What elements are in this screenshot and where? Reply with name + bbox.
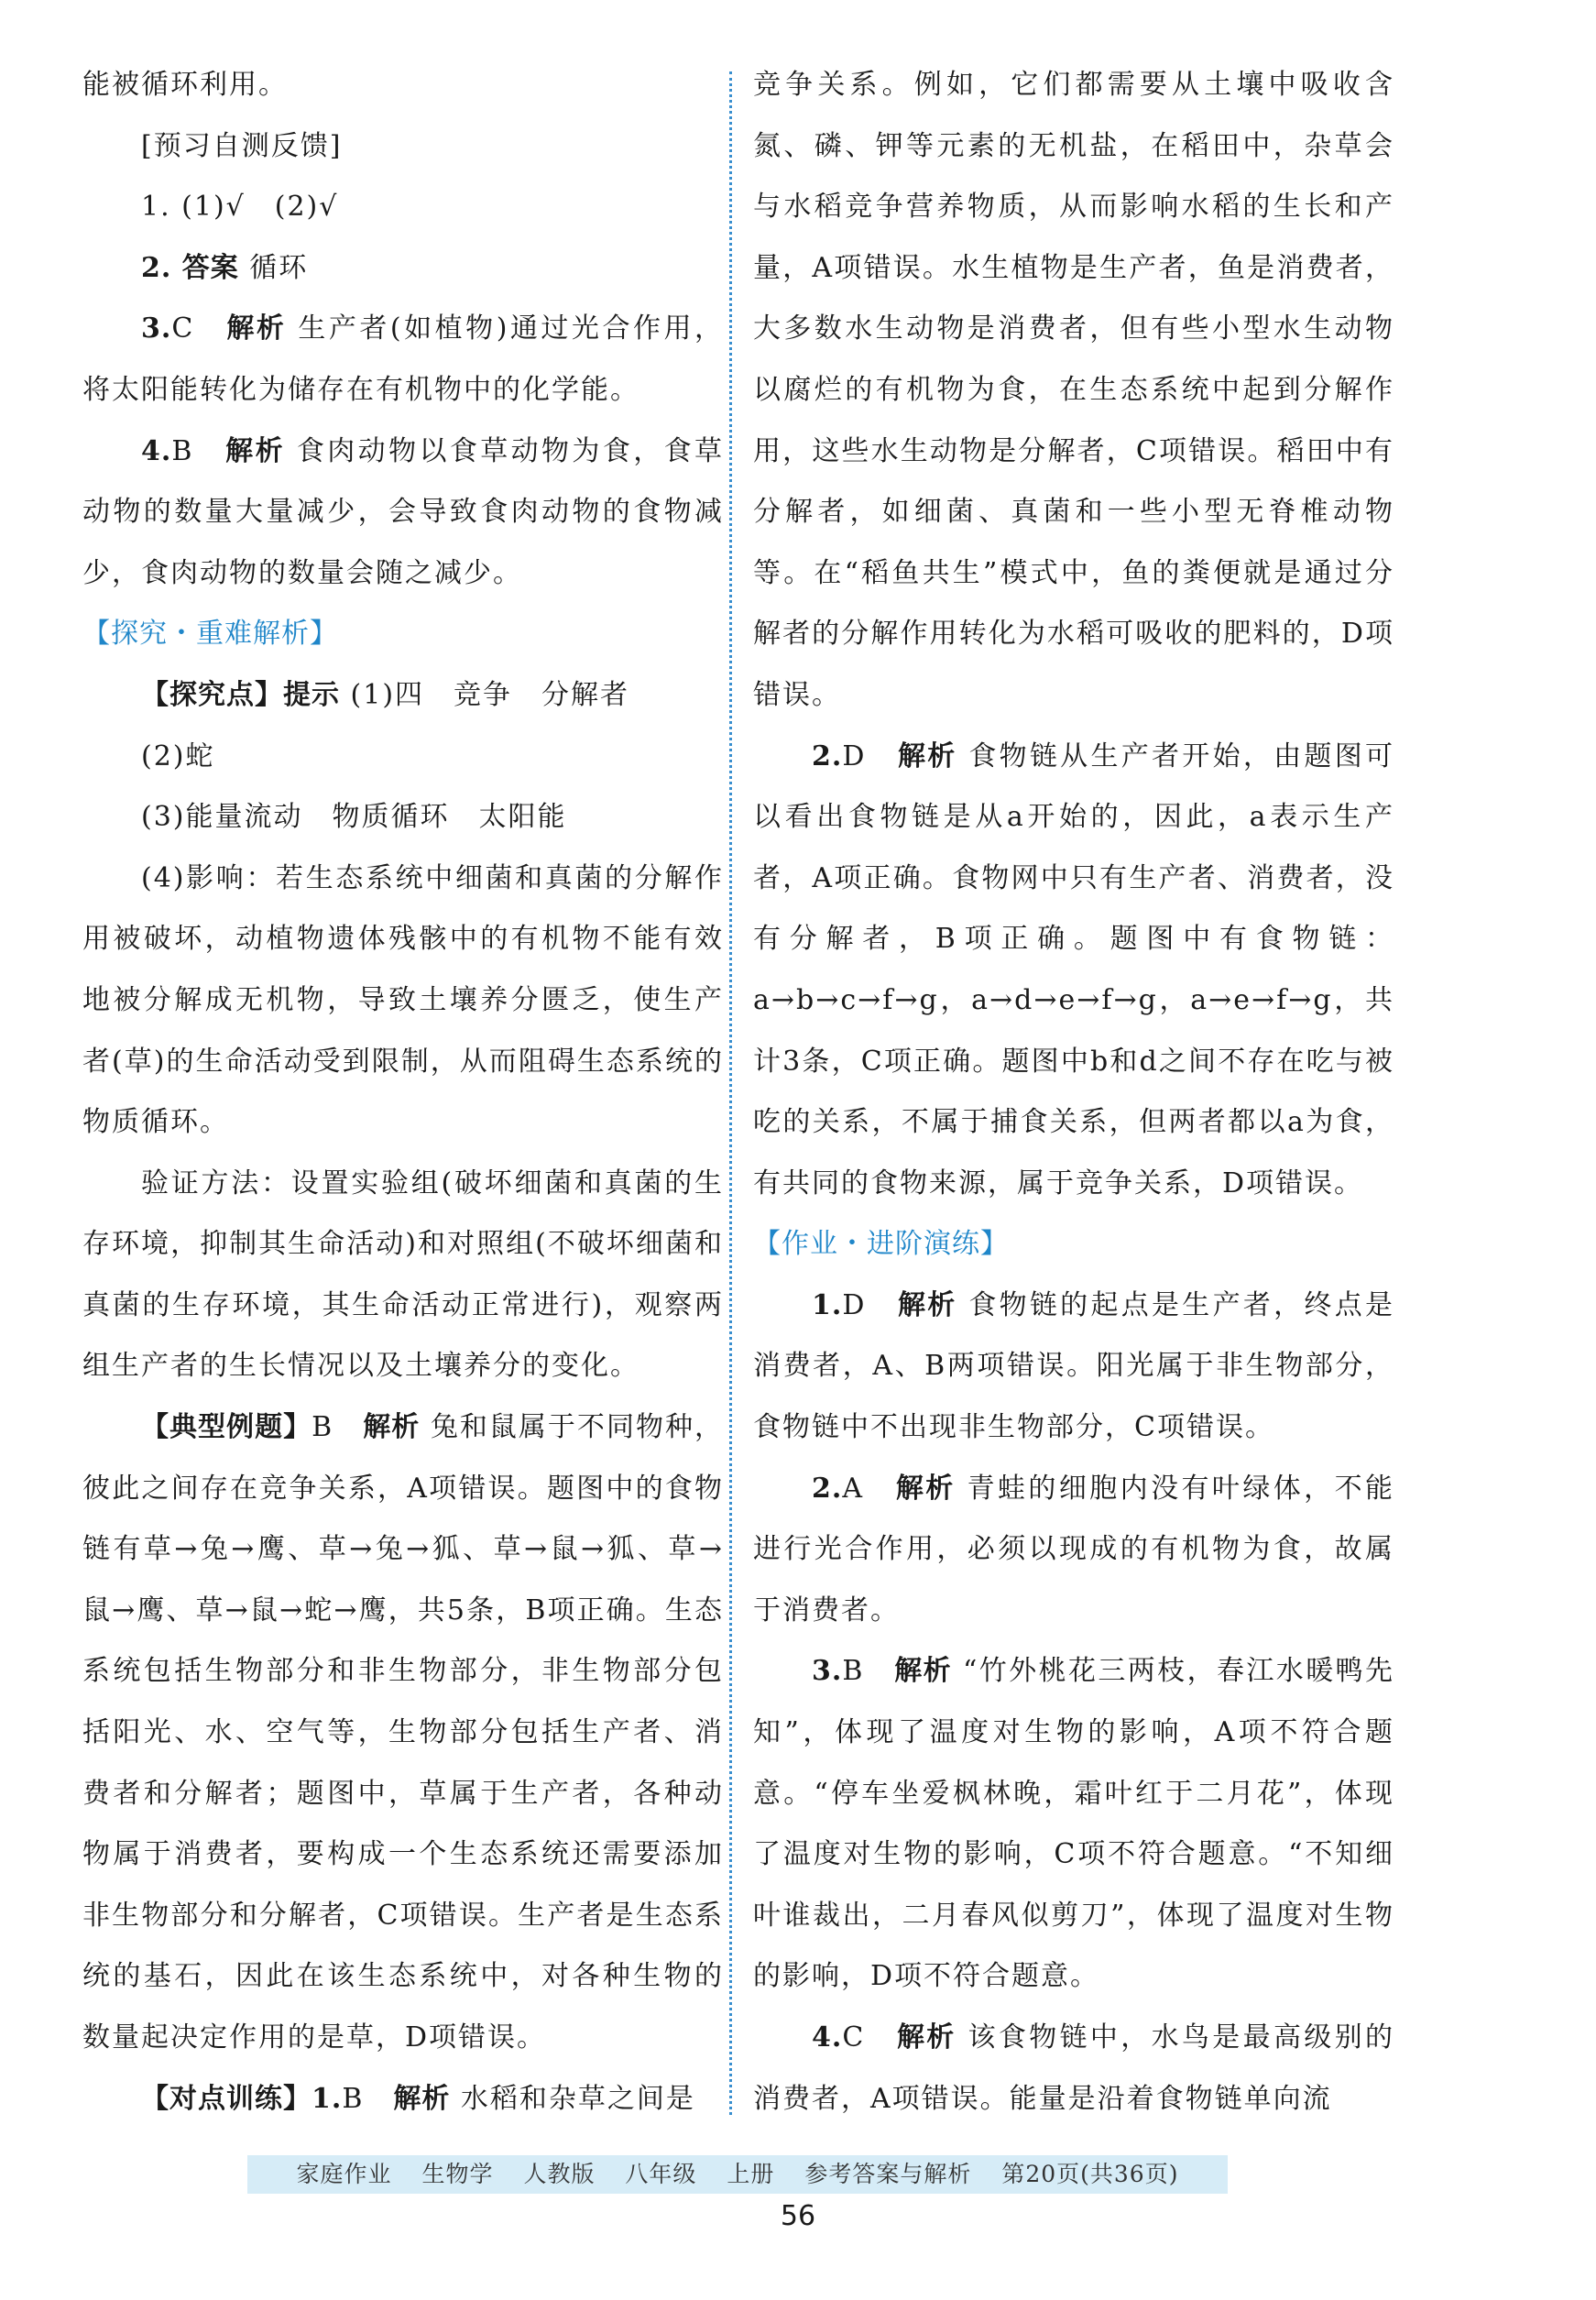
left-column bbox=[82, 55, 724, 2130]
paragraph bbox=[82, 299, 724, 421]
body-text: “竹外桃花三两枝，春江水暖鸭先知”，体现了温度对生物的影响，A项不符合题意。“停车坐爱枫林晚，霜叶红于二月花”，体现了温度对生物的影响，C项不符合题意。“不知细叶谁裁出，二月春风似剪刀”，体现了温度对生物的影响，D项不符合题意。 bbox=[753, 1655, 1395, 1993]
footer-volume: 上册 bbox=[727, 2161, 775, 2187]
footer-page-info: 第20页(共36页) bbox=[1001, 2161, 1179, 2187]
body-text: 验证方法：设置实验组(破坏细菌和真菌的生存环境，抑制其生命活动)和对照组(不破坏细菌和真菌的生存环境，其生命活动正常进行)，观察两组生产者的生长情况以及土壤养分的变化。 bbox=[82, 1166, 724, 1383]
bold-label: 解析 bbox=[897, 1288, 957, 1321]
bold-label: 2. 答案 bbox=[141, 251, 239, 284]
bold-label: 【探究点】提示 bbox=[141, 678, 340, 711]
body-text: A bbox=[842, 1472, 896, 1505]
body-text: D bbox=[842, 1288, 898, 1321]
page-number: 56 bbox=[780, 2200, 816, 2232]
paragraph bbox=[82, 1397, 724, 2069]
body-text: 能被循环利用。 bbox=[82, 69, 288, 101]
paragraph bbox=[753, 1276, 1394, 1459]
body-text: B bbox=[312, 1411, 364, 1444]
body-text: 食物链的起点是生产者，终点是消费者，A、B两项错误。阳光属于非生物部分，食物链中不出现非生物部分，C项错误。 bbox=[753, 1288, 1394, 1444]
bold-label: 4. bbox=[812, 2021, 843, 2054]
body-text: 该食物链中，水鸟是最高级别的消费者，A项错误。能量是沿着食物链单向流 bbox=[753, 2021, 1394, 2115]
body-text: 食肉动物以食草动物为食，食草动物的数量大量减少，会导致食肉动物的食物减少，食肉动物的数量会随之减少。 bbox=[82, 434, 725, 589]
bold-label: 解析 bbox=[894, 1655, 953, 1688]
paragraph bbox=[82, 665, 724, 727]
section-heading bbox=[753, 1214, 1394, 1276]
bold-label: 解析 bbox=[897, 739, 957, 772]
body-text: 水稻和杂草之间是 bbox=[450, 2082, 695, 2115]
paragraph bbox=[82, 787, 724, 849]
bold-label: 解析 bbox=[896, 2021, 957, 2054]
body-text: 循环 bbox=[238, 251, 309, 284]
paragraph bbox=[82, 849, 724, 1154]
column-divider bbox=[729, 71, 732, 2115]
paragraph bbox=[753, 1459, 1394, 1642]
page-footer bbox=[247, 2155, 1228, 2194]
paragraph bbox=[753, 55, 1394, 727]
body-text: D bbox=[842, 739, 898, 772]
paragraph bbox=[753, 727, 1394, 1215]
paragraph bbox=[82, 238, 724, 300]
paragraph bbox=[82, 422, 724, 605]
paragraph bbox=[82, 116, 724, 178]
section-title: 【探究・重难解析】 bbox=[82, 618, 338, 651]
section-heading bbox=[82, 604, 724, 665]
paragraph bbox=[82, 2069, 724, 2130]
body-text: [预习自测反馈] bbox=[141, 129, 343, 162]
bold-label: 解析 bbox=[895, 1472, 956, 1505]
paragraph bbox=[753, 1641, 1394, 2008]
paragraph bbox=[82, 727, 724, 788]
paragraph bbox=[753, 2008, 1394, 2130]
right-column bbox=[753, 55, 1394, 2130]
body-text: 食物链从生产者开始，由题图可以看出食物链是从a开始的，因此，a表示生产者，A项正确。食物网中只有生产者、消费者，没有分解者，B项正确。题图中有食物链：a→b→c→f→g，a→d→e→f→g，a→e→f→g，共计3条，C项正确。题图中b和d之间不存在吃与被吃的关系，不属于捕食关系，但两者都以a为食，有共同的食物来源，属于竞争关系，D项错误。 bbox=[753, 739, 1394, 1199]
body-text: 竞争关系。例如，它们都需要从土壤中吸收含氮、磷、钾等元素的无机盐，在稻田中，杂草会与水稻竞争营养物质，从而影响水稻的生长和产量，A项错误。水生植物是生产者，鱼是消费者，大多数水生动物是消费者，但有些小型水生动物以腐烂的有机物为食，在生态系统中起到分解作用，这些水生动物是分解者，C项错误。稻田中有分解者，如细菌、真菌和一些小型无脊椎动物等。在“稻鱼共生”模式中，鱼的粪便就是通过分解者的分解作用转化为水稻可吸收的肥料的，D项错误。 bbox=[753, 69, 1394, 711]
body-text: B bbox=[842, 1655, 895, 1688]
bold-label: 3. bbox=[141, 312, 172, 345]
body-text: C bbox=[171, 312, 227, 345]
body-text: 生产者(如植物)通过光合作用，将太阳能转化为储存在有机物中的化学能。 bbox=[82, 312, 724, 406]
footer-subject: 生物学 bbox=[421, 2161, 494, 2187]
bold-label: 解析 bbox=[393, 2082, 451, 2115]
body-text: (1)四 竞争 分解者 bbox=[340, 678, 630, 711]
section-title: 【作业・进阶演练】 bbox=[753, 1228, 1009, 1261]
body-text: B bbox=[171, 434, 226, 467]
footer-section: 参考答案与解析 bbox=[804, 2161, 972, 2187]
footer-edition: 人教版 bbox=[523, 2161, 596, 2187]
paragraph bbox=[82, 55, 724, 116]
body-text: (4)影响：若生态系统中细菌和真菌的分解作用被破坏，动植物遗体残骸中的有机物不能有效地被分解成无机物，导致土壤养分匮乏，使生产者(草)的生命活动受到限制，从而阻碍生态系统的物质循环。 bbox=[82, 861, 724, 1139]
bold-label: 2. bbox=[812, 1472, 843, 1505]
bold-label: 【对点训练】1. bbox=[141, 2082, 343, 2115]
bold-label: 2. bbox=[812, 739, 843, 772]
footer-book: 家庭作业 bbox=[296, 2161, 392, 2187]
bold-label: 解析 bbox=[363, 1411, 421, 1444]
body-text: 青蛙的细胞内没有叶绿体，不能进行光合作用，必须以现成的有机物为食，故属于消费者。 bbox=[753, 1472, 1394, 1626]
paragraph bbox=[82, 1154, 724, 1397]
paragraph bbox=[82, 177, 724, 238]
bold-label: 3. bbox=[812, 1655, 843, 1688]
footer-grade: 八年级 bbox=[625, 2161, 697, 2187]
body-text: (2)蛇 bbox=[141, 739, 215, 772]
body-text: 1. (1)√ (2)√ bbox=[141, 191, 339, 224]
bold-label: 1. bbox=[812, 1288, 843, 1321]
bold-label: 解析 bbox=[225, 434, 285, 467]
body-text: (3)能量流动 物质循环 太阳能 bbox=[141, 801, 567, 834]
body-text: C bbox=[842, 2021, 897, 2054]
bold-label: 【典型例题】 bbox=[141, 1411, 312, 1444]
bold-label: 4. bbox=[141, 434, 172, 467]
body-text: B bbox=[342, 2082, 394, 2115]
body-text: 兔和鼠属于不同物种，彼此之间存在竞争关系，A项错误。题图中的食物链有草→兔→鹰、草→兔→狐、草→鼠→狐、草→鼠→鹰、草→鼠→蛇→鹰，共5条，B项正确。生态系统包括生物部分和非生物部分，非生物部分包括阳光、水、空气等，生物部分包括生产者、消费者和分解者；题图中，草属于生产者，各种动物属于消费者，要构成一个生态系统还需要添加非生物部分和分解者，C项错误。生产者是生态系统的基石，因此在该生态系统中，对各种生物的数量起决定作用的是草，D项错误。 bbox=[82, 1411, 725, 2054]
bold-label: 解析 bbox=[226, 312, 287, 345]
